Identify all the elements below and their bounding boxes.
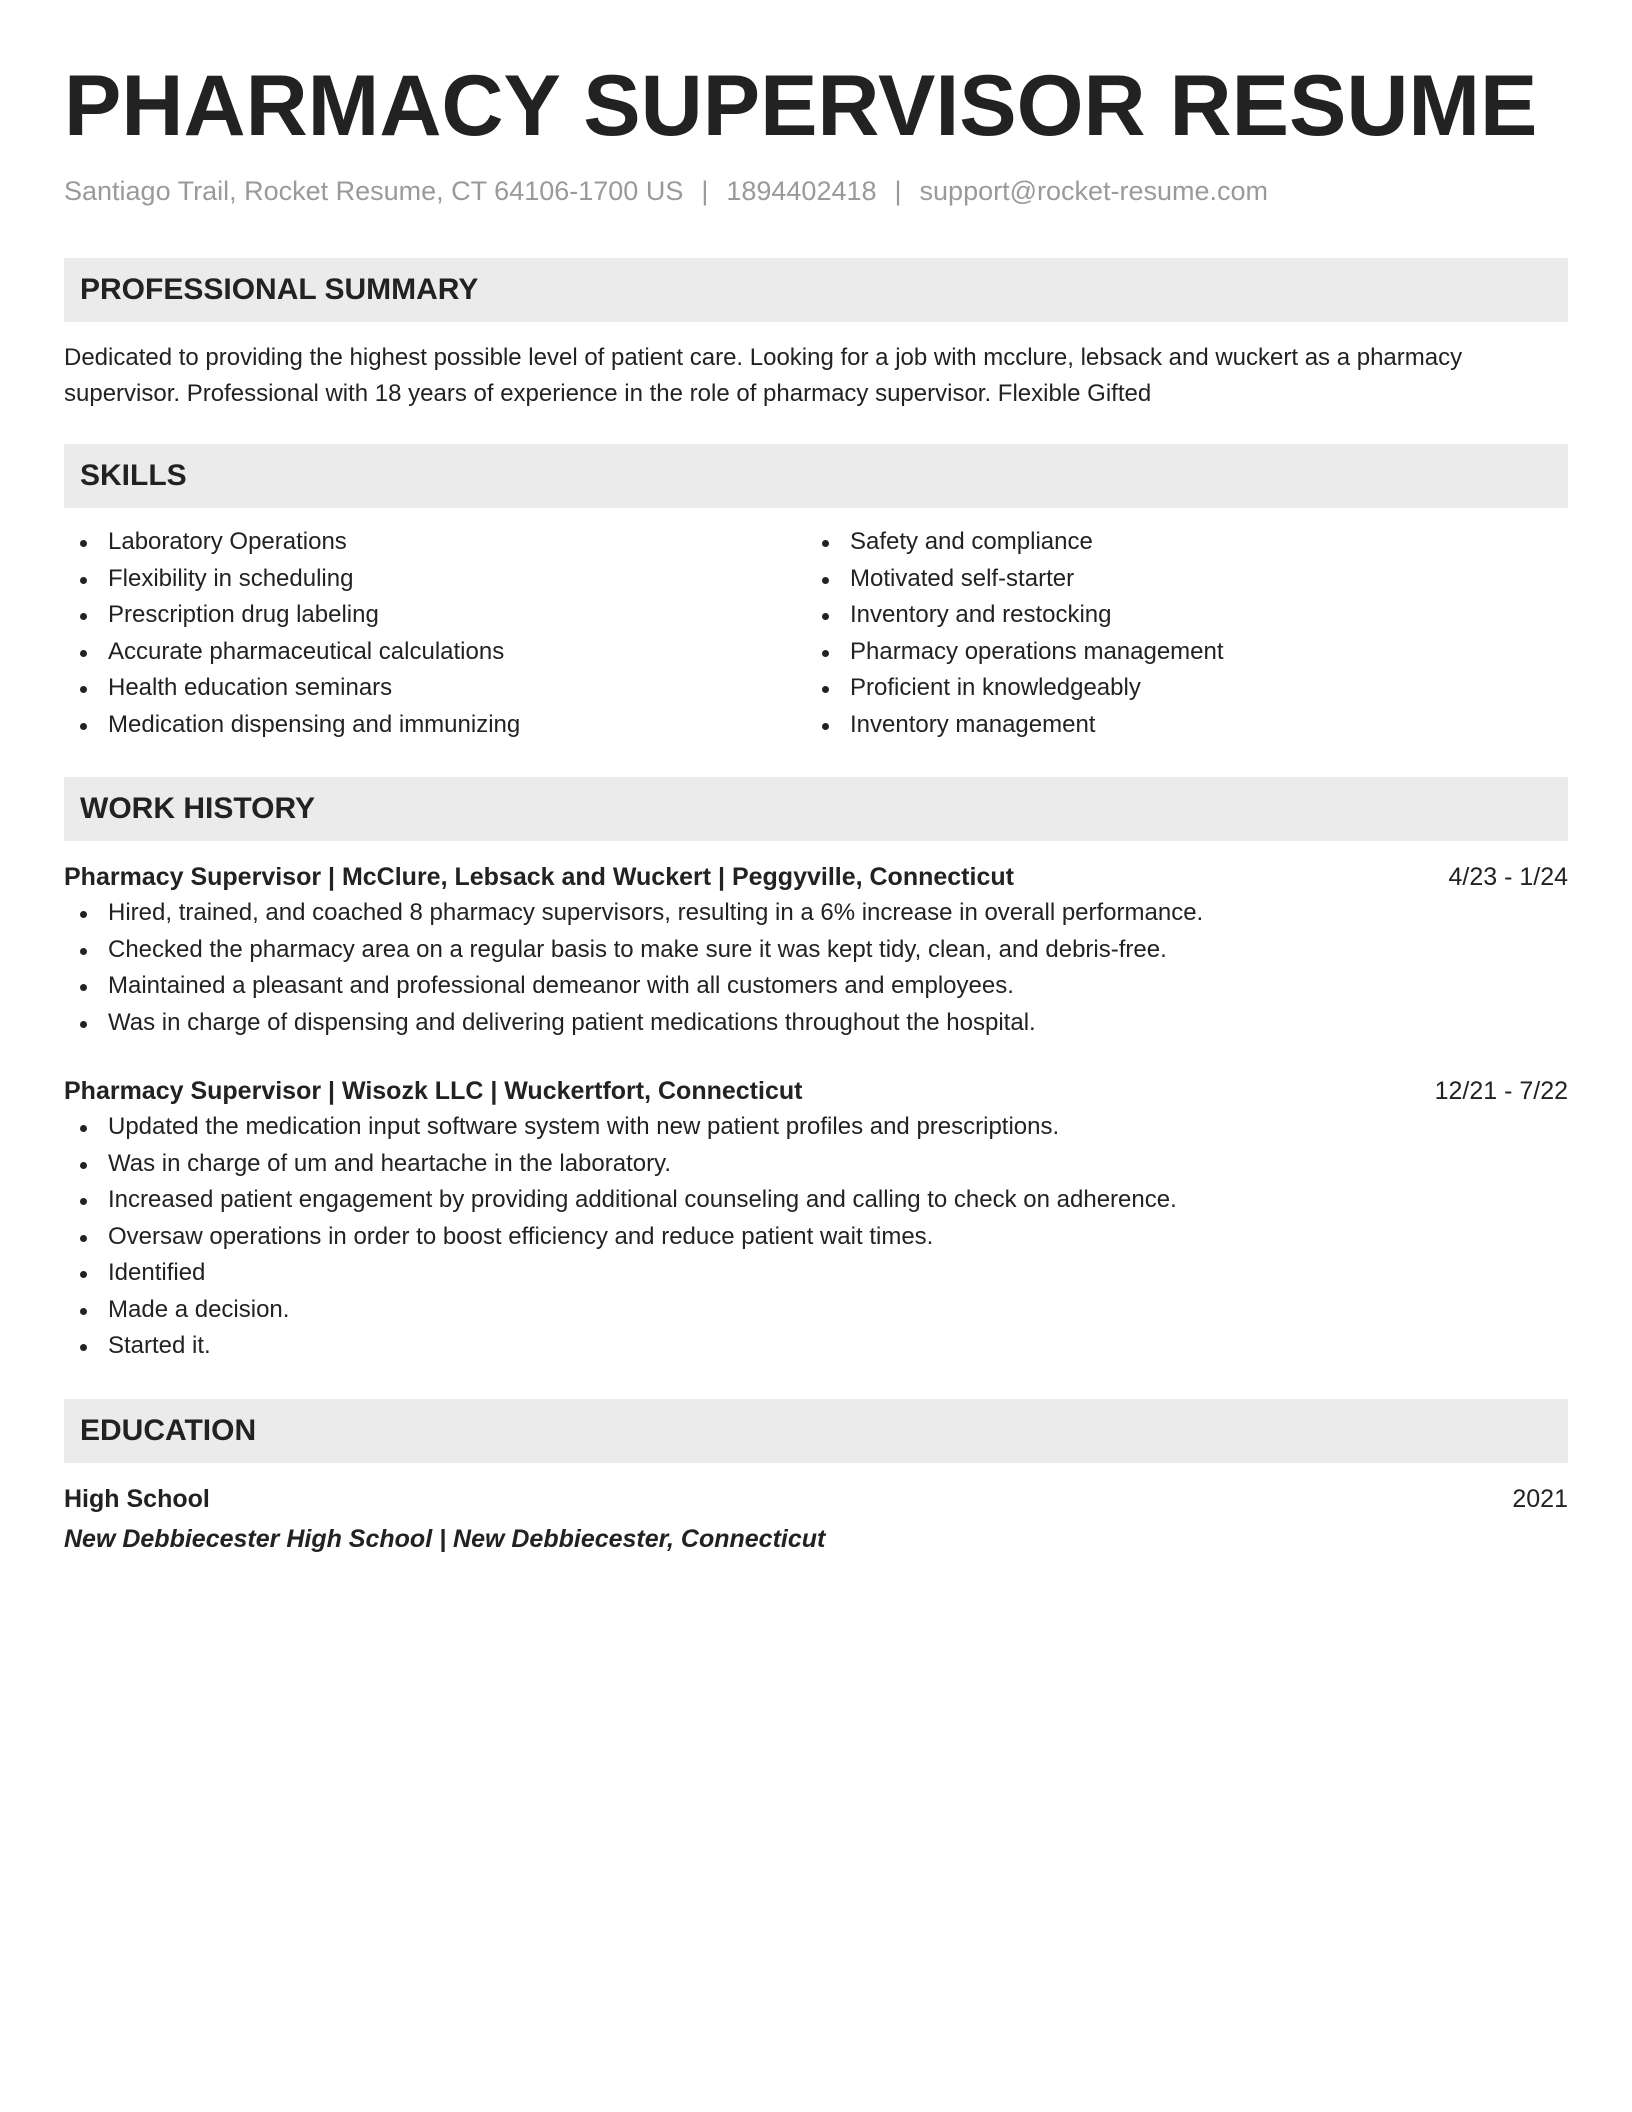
job-header	[64, 859, 1568, 895]
skill-item: Prescription drug labeling	[64, 597, 806, 634]
job-header	[64, 1073, 1568, 1109]
job-bullet: Checked the pharmacy area on a regular basis to make sure it was kept tidy, clean, and debris-free.	[64, 932, 1568, 969]
skills-grid	[64, 524, 1568, 743]
skill-item: Motivated self-starter	[806, 561, 1548, 598]
job-bullet: Updated the medication input software system with new patient profiles and prescriptions.	[64, 1109, 1568, 1146]
job-bullet: Was in charge of um and heartache in the laboratory.	[64, 1146, 1568, 1183]
job-bullets	[64, 895, 1568, 1041]
skill-item: Inventory management	[806, 707, 1548, 744]
section-heading-summary: PROFESSIONAL SUMMARY	[64, 258, 1568, 322]
job-bullet: Identified	[64, 1255, 1568, 1292]
skill-item: Laboratory Operations	[64, 524, 806, 561]
job-title: Pharmacy Supervisor | McClure, Lebsack and Wuckert | Peggyville, Connecticut	[64, 863, 1014, 891]
skill-item: Accurate pharmaceutical calculations	[64, 634, 806, 671]
job-bullet: Hired, trained, and coached 8 pharmacy supervisors, resulting in a 6% increase in overall performance.	[64, 895, 1568, 932]
skill-item: Medication dispensing and immunizing	[64, 707, 806, 744]
summary-text: Dedicated to providing the highest possible level of patient care. Looking for a job with mcclure, lebsack and wuckert as a pharmacy supervisor. Professional with 18 years of experience in the role of pharmacy supervisor. Flexible Gifted	[64, 344, 1463, 407]
skill-item: Proficient in knowledgeably	[806, 670, 1548, 707]
skills-column-left	[64, 524, 806, 743]
contact-phone: 1894402418	[726, 176, 877, 206]
section-heading-work: WORK HISTORY	[64, 777, 1568, 841]
skill-item: Pharmacy operations management	[806, 634, 1548, 671]
section-heading-skills: SKILLS	[64, 444, 1568, 508]
job-bullet: Made a decision.	[64, 1292, 1568, 1329]
section-heading-education: EDUCATION	[64, 1399, 1568, 1463]
skill-item: Inventory and restocking	[806, 597, 1548, 634]
skills-column-right	[806, 524, 1548, 743]
job-bullet: Maintained a pleasant and professional demeanor with all customers and employees.	[64, 968, 1568, 1005]
contact-separator: |	[701, 176, 709, 206]
contact-line	[64, 174, 1568, 208]
education-header	[64, 1481, 1568, 1517]
skill-item: Health education seminars	[64, 670, 806, 707]
job-bullet: Started it.	[64, 1328, 1568, 1365]
job-entry	[64, 1073, 1568, 1365]
contact-address: Santiago Trail, Rocket Resume, CT 64106-1700 US	[64, 176, 684, 206]
education-year: 2021	[1512, 1484, 1568, 1513]
contact-separator: |	[894, 176, 902, 206]
job-bullet: Increased patient engagement by providing additional counseling and calling to check on adherence.	[64, 1182, 1568, 1219]
job-bullets	[64, 1109, 1568, 1365]
education-school: New Debbiecester High School | New Debbiecester, Connecticut	[64, 1524, 826, 1553]
contact-email: support@rocket-resume.com	[919, 176, 1269, 206]
job-dates: 4/23 - 1/24	[1448, 863, 1568, 891]
job-dates: 12/21 - 7/22	[1434, 1077, 1568, 1105]
job-bullet: Oversaw operations in order to boost efficiency and reduce patient wait times.	[64, 1219, 1568, 1256]
resume-title: PHARMACY SUPERVISOR RESUME	[64, 58, 1538, 154]
job-bullet: Was in charge of dispensing and delivering patient medications throughout the hospital.	[64, 1005, 1568, 1042]
education-degree: High School	[64, 1484, 210, 1513]
job-entry	[64, 859, 1568, 1041]
skill-item: Safety and compliance	[806, 524, 1548, 561]
job-title: Pharmacy Supervisor | Wisozk LLC | Wuckertfort, Connecticut	[64, 1077, 803, 1105]
skill-item: Flexibility in scheduling	[64, 561, 806, 598]
